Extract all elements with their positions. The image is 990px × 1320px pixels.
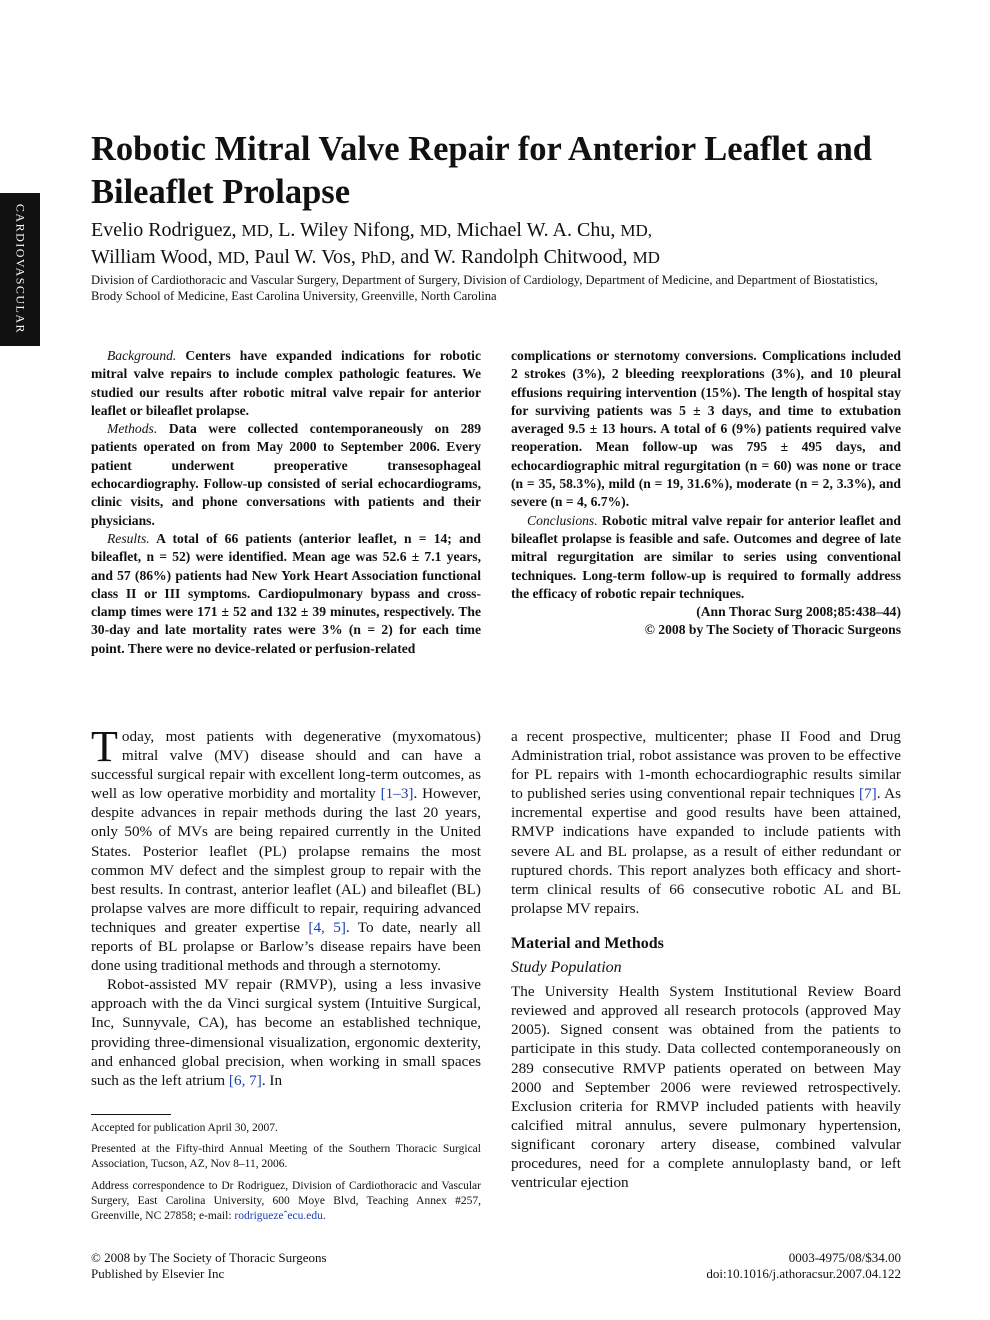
email-link[interactable]: rodriguezeˆecu.edu <box>234 1210 323 1223</box>
reference-link[interactable]: [1–3] <box>380 785 414 803</box>
article-title: Robotic Mitral Valve Repair for Anterior Leaflet and Bileaflet Prolapse <box>91 130 872 211</box>
footnote-accepted: Accepted for publication April 30, 2007. <box>91 1122 278 1134</box>
author-name: William Wood, <box>91 246 213 268</box>
drop-cap: T <box>91 722 118 771</box>
body-paragraph: a recent prospective, multicenter; phase II Food and Drug Administration trial, robot assistance was proven to be effective for PL repairs with 1-month echocardiographic results similar to published series using conventional repair techniques [7]. As incremental expertise and good results have been attained, RMVP indications have expanded to include patients with severe AL and BL prolapse, as a result of either redundant or ruptured chords. This report analyzes both efficacy and short-term clinical results of 66 consecutive robotic AL and BL prolapse MV repairs. <box>511 728 901 917</box>
subsection-heading: Study Population <box>511 959 622 977</box>
reference-link[interactable]: [4, 5] <box>308 918 346 936</box>
abstract-label: Background. <box>107 348 177 363</box>
author-degree: MD, <box>620 221 652 240</box>
abstract-results: Results. A total of 66 patients (anterior leaflet, n = 14; and bileaflet, n = 52) were identified. Mean age was 52.6 ± 7.1 years, and 57 (86%) patients had New York Heart Association functional class II or III symptoms. Cardiopulmonary bypass and cross-clamp times were 171 ± 52 and 132 ± 39 minutes, respectively. The 30-day and late mortality rates were 3% (n = 2) for each time point. There were no device-related or perfusion-related <box>91 530 481 656</box>
author-degree: PhD, <box>360 248 396 267</box>
footnote-address: Address correspondence to Dr Rodriguez, Division of Cardiothoracic and Vascular Surgery, East Carolina University, 600 Moye Blvd, Teaching Annex #257, Greenville, NC 27858; e-mail: rodriguezeˆecu.edu. <box>91 1179 481 1223</box>
abstract-copyright: © 2008 by The Society of Thoracic Surgeons <box>644 622 901 638</box>
abstract-right-column <box>511 347 901 640</box>
footnote-presented: Presented at the Fifty-third Annual Meeting of the Southern Thoracic Surgical Association, Tucson, AZ, Nov 8–11, 2006. <box>91 1143 481 1171</box>
author-name: L. Wiley Nifong, <box>278 219 415 241</box>
footer-right <box>706 1250 901 1281</box>
author-name: and W. Randolph Chitwood, <box>400 246 628 268</box>
footer-publisher: Published by Elsevier Inc <box>91 1265 225 1281</box>
intro-paragraph: Today, most patients with degenerative (myxomatous) mitral valve (MV) disease should and can have a successful surgical repair with excellent long-term outcomes, as well as low operative morbidity and mortality [1–3]. However, despite advances in repair methods during the last 20 years, only 50% of MVs are being repaired currently in the United States. Posterior leaflet (PL) prolapse remains the most common MV defect and the simplest group to repair with the best results. In contrast, anterior leaflet (AL) and bileaflet (BL) prolapse valves are more difficult to repair, requiring advanced techniques and greater expertise [4, 5]. To date, nearly all reports of BL prolapse or Barlow’s disease repairs have been done using traditional methods and through a sternotomy. <box>91 722 482 975</box>
footer-doi: doi:10.1016/j.athoracsur.2007.04.122 <box>706 1265 901 1281</box>
reference-link[interactable]: [6, 7] <box>228 1071 262 1089</box>
reference-link[interactable]: [7] <box>859 785 877 803</box>
author-degree: MD, <box>419 221 452 240</box>
body-paragraph: The University Health System Institutional Review Board reviewed and approved all research protocols (approved May 2005). Signed consent was obtained from the patients to participate in this study. Data collected contemporaneously on 289 consecutive RMVP patients operated on between May 2000 and September 2006 were reviewed retrospectively. Exclusion criteria for RMVP included patients with heavily calcified mitral annulus, severe pulmonary hypertension, significant coronary artery disease, combined valvular procedures, need for a complete annuloplasty band, or left ventricular ejection <box>511 983 901 1192</box>
footer-issn: 0003-4975/08/$34.00 <box>788 1250 901 1265</box>
author-name: Evelio Rodriguez, <box>91 219 237 241</box>
abstract-label: Methods. <box>107 421 158 437</box>
body-left-column <box>91 722 482 1090</box>
body-right-column <box>511 727 901 1192</box>
author-list <box>91 217 911 271</box>
abstract-label: Results. <box>107 530 150 546</box>
footer-left <box>91 1250 327 1281</box>
section-tab-label: CARDIOVASCULAR <box>13 203 28 335</box>
abstract-label: Conclusions. <box>527 512 598 528</box>
affiliation: Division of Cardiothoracic and Vascular Surgery, Department of Surgery, Division of Cardiology, Department of Medicine, and Department of Biostatistics, Brody School of Medicine, East Carolina University, Greenville, North Carolina <box>91 273 878 303</box>
body-paragraph: Robot-assisted MV repair (RMVP), using a less invasive approach with the da Vinci surgical system (Intuitive Surgical, Inc, Sunnyvale, CA), has become an established technique, providing three-dimensional visualization, ergonomic dexterity, and enhanced global precision, when working in small spaces such as the left atrium [6, 7]. In <box>91 976 481 1089</box>
section-heading: Material and Methods <box>511 934 664 952</box>
author-degree: MD, <box>217 248 250 267</box>
section-tab <box>0 193 40 346</box>
abstract-background: Background. Centers have expanded indications for robotic mitral valve repairs to include complex pathologic features. We studied our results after robotic mitral valve repair for anterior leaflet or bileaflet prolapse. <box>91 348 481 418</box>
author-name: Michael W. A. Chu, <box>456 219 616 241</box>
author-name: Paul W. Vos, <box>254 246 356 268</box>
footnote-divider <box>91 1114 171 1115</box>
abstract-results-continued: complications or sternotomy conversions. Complications included 2 strokes (3%), 2 bleeding reexplorations (3%), and 10 pleural effusions requiring intervention (15%). The length of hospital stay for surviving patients was 5 ± 3 days, and time to extubation averaged 9.5 ± 13 hours. A total of 6 (9%) patients required valve reoperation. Mean follow-up was 795 ± 495 days, and echocardiographic mitral regurgitation (n = 60) was none or trace (n = 35, 58.3%), mild (n = 19, 31.6%), moderate (n = 2, 3.3%), and severe (n = 4, 6.7%). <box>511 348 901 510</box>
abstract-methods: Methods. Data were collected contemporaneously on 289 patients operated on from May 2000 to September 2006. Every patient underwent preoperative transesophageal echocardiography. Follow-up consisted of serial echocardiograms, clinic visits, and phone conversations with patients and their physicians. <box>91 421 481 528</box>
footer-copyright: © 2008 by The Society of Thoracic Surgeons <box>91 1250 327 1265</box>
citation: (Ann Thorac Surg 2008;85:438–44) <box>696 604 901 620</box>
footnotes <box>91 1121 481 1230</box>
author-degree: MD, <box>241 221 274 240</box>
abstract-left-column <box>91 347 481 658</box>
abstract-conclusions: Conclusions. Robotic mitral valve repair for anterior leaflet and bileaflet prolapse is feasible and safe. Outcomes and degree of late mitral regurgitation are similar to series using conventional techniques. Long-term follow-up is required to formally address the efficacy of robotic repair techniques. <box>511 512 901 601</box>
author-degree: MD <box>632 248 660 267</box>
